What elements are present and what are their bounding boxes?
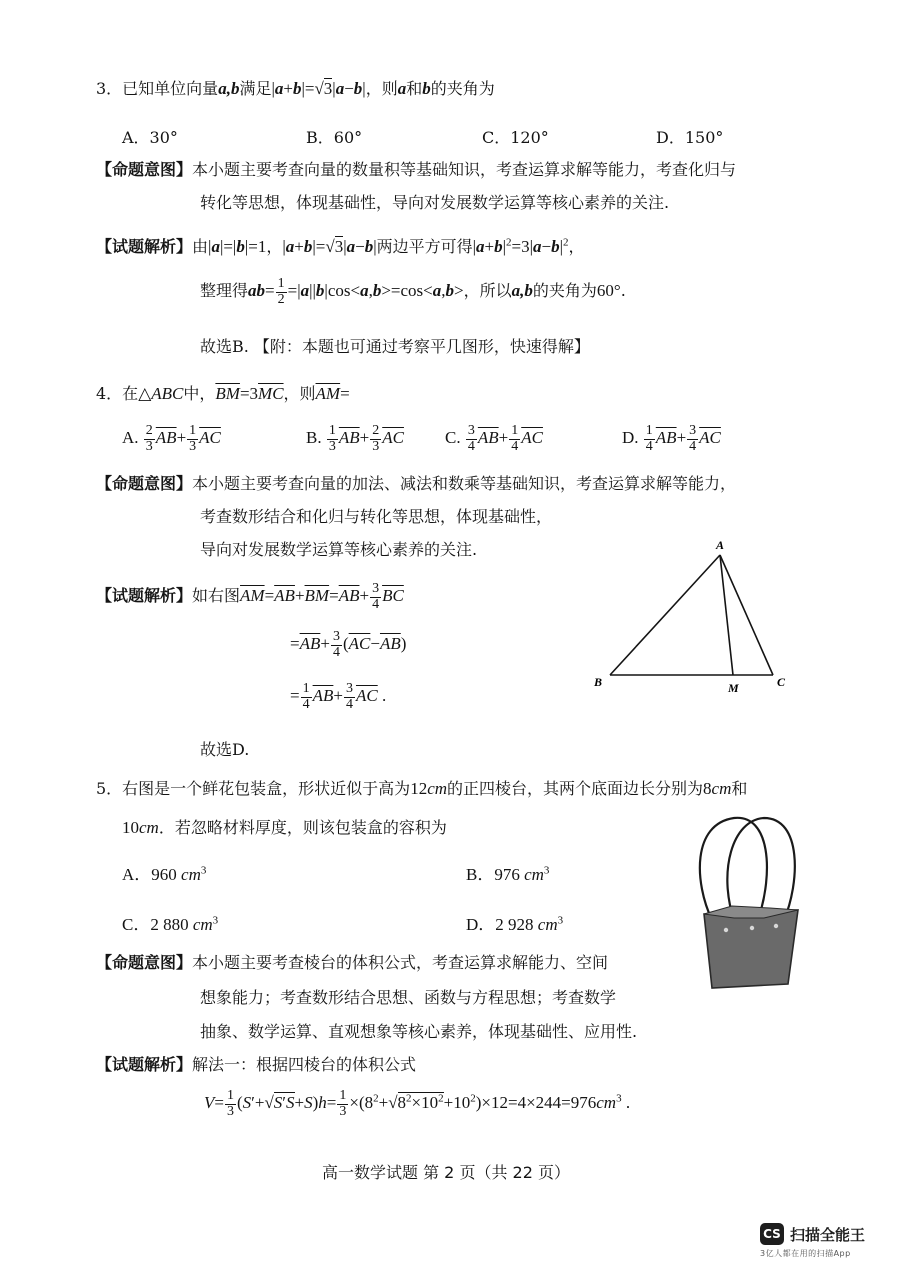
q3-sort-prefix: 整理得 [200, 281, 249, 301]
q3-analysis-you: 由 [192, 237, 209, 256]
q5-cm-2: cm [711, 779, 732, 798]
q3-intent-tag: 【命题意图】 [96, 160, 193, 179]
q3-condition-repeat: |a+b|=√3|a−b| [282, 237, 377, 256]
q5-stem-line2 [122, 815, 447, 838]
q5-option-a-exp: 3 [200, 864, 207, 877]
q4-option-b: B. $\frac{1}{3}$ $\overline{AB}+$ $\frac{2}{3}$ $\overline{AC}$ [306, 423, 404, 454]
q5-option-b-letter: B． [466, 865, 495, 884]
q4-stem-then: ，则 [283, 384, 316, 403]
q5-option-d [466, 910, 563, 935]
q5-volume-formula: V= $\frac{1}{3}$ (S′+√S′S+S)h= $\frac{1}{3}$ $\times(8^2+√8^2\times 10^2+10^2)\times 12=4\times 244=976cm^3$ . [204, 1088, 631, 1119]
q5-analysis-lead: 解法一：根据四棱台的体积公式 [192, 1055, 417, 1074]
q5-intent-text1: 本小题主要考查棱台的体积公式，考查运算求解能力、空间 [192, 953, 609, 972]
q3-stem-suffix: ，则 [365, 79, 398, 98]
q5-edge1: 8 [703, 779, 712, 798]
q5-option-c-unit: cm [192, 915, 213, 934]
q5-option-a [122, 860, 206, 885]
q5-stem-part1: 5．右图是一个鲜花包装盒，形状近似于高为 [96, 779, 411, 798]
cs-badge: CS [760, 1223, 784, 1245]
q4-intent-line3: 导向对发展数学运算等核心素养的关注. [200, 540, 478, 559]
q4-analysis-lead: 如右图 [192, 586, 241, 606]
q5-edge2: 10 [122, 818, 139, 837]
segment-am [720, 555, 733, 675]
flower-box-figure [692, 812, 812, 997]
q5-option-c [122, 910, 218, 935]
q4-choose: 故选D. [200, 740, 250, 759]
vertex-label-c: C [777, 675, 786, 689]
page-footer: 高一数学试题 第 2 页（共 22 页） [322, 1163, 570, 1182]
q3-var-b: b [422, 79, 431, 98]
q4-stem [96, 381, 350, 404]
q5-intent-line2: 想象能力；考查数形结合思想、函数与方程思想；考查数学 [200, 988, 617, 1007]
q4-option-d-letter: D. [622, 428, 639, 448]
q3-sort-formula: ab= $\frac{1}{2}$ =|a||b|cos<a,b>=cos<a,b> [248, 276, 464, 307]
q5-option-a-letter: A． [122, 865, 152, 884]
q3-unit-norms: |a|=|b|=1 [208, 237, 267, 256]
q5-option-d-letter: D． [466, 915, 496, 934]
q3-analysis-tag: 【试题解析】 [96, 237, 193, 256]
rivet-middle [750, 926, 754, 930]
q4-option-c: C. $\frac{3}{4}$ $\overline{AB}+$ $\frac{1}{4}$ $\overline{AC}$ [445, 423, 543, 454]
q5-option-b-exp: 3 [543, 864, 550, 877]
q5-analysis-tag: 【试题解析】 [96, 1055, 193, 1074]
box-body [704, 910, 798, 988]
q5-option-c-letter: C． [122, 915, 151, 934]
q5-intent-tag: 【命题意图】 [96, 953, 193, 972]
scanner-name: 扫描全能王 [790, 1225, 866, 1244]
q4-analysis-line1 [96, 582, 404, 612]
q5-option-c-exp: 3 [212, 914, 219, 927]
q5-intent-line3: 抽象、数学运算、直观想象等核心素养，体现基础性、应用性. [200, 1022, 638, 1041]
q3-intent-text1: 本小题主要考查向量的数量积等基础知识，考查运算求解等能力，考查化归与 [192, 160, 737, 179]
q3-analysis-mid: 两边平方可得 [376, 237, 473, 256]
q4-option-d: D. $\frac{1}{4}$ $\overline{AB}+$ $\frac{3}{4}$ $\overline{AC}$ [622, 423, 721, 454]
q3-analysis-line2 [200, 277, 626, 307]
q3-analysis-comma: ， [266, 237, 283, 256]
q5-he: 和 [731, 779, 748, 798]
edge-ba [610, 555, 720, 675]
edge-ac [720, 555, 773, 675]
rivet-left [724, 928, 728, 932]
handle-left [700, 818, 767, 920]
rivet-right [774, 924, 778, 928]
q3-analysis-line1: 【试题解析】由|a|=|b|=1，|a+b|=√3|a−b|两边平方可得$|a+b|^2=3|a-b|^2$， [96, 236, 585, 256]
q5-option-d-value: 2 928 [495, 915, 534, 934]
q4-triangle: △ABC [138, 384, 184, 403]
q3-sort-angle: 60° [596, 281, 621, 301]
scanner-tagline: 3亿人都在用的扫描App [760, 1249, 851, 1258]
q4-option-a: A. $\frac{2}{3}$ $\overline{AB}+$ $\frac{1}{3}$ $\overline{AC}$ [122, 423, 221, 454]
q4-analysis-tag: 【试题解析】 [96, 586, 193, 606]
q3-stem-end: 的夹角为 [430, 79, 495, 98]
q4-triangle-figure [585, 535, 800, 700]
q5-stem-part2: 的正四棱台，其两个底面边长分别为 [447, 779, 704, 798]
q4-option-b-letter: B. [306, 428, 322, 448]
q3-option-d: D．150° [656, 128, 724, 147]
q3-sort-end: 的夹角为 [532, 281, 597, 301]
q5-option-b-unit: cm [524, 865, 544, 884]
q4-option-c-letter: C. [445, 428, 461, 448]
q4-stem-mid: 中， [183, 384, 216, 403]
vertex-label-b: B [594, 675, 603, 689]
q5-option-d-unit: cm [537, 915, 558, 934]
q3-he: 和 [406, 79, 423, 98]
q5-height: 12 [410, 779, 428, 798]
q5-stem-line1 [96, 776, 747, 799]
q5-option-d-exp: 3 [557, 914, 564, 927]
q4-target: $\overline{AM}=$ [315, 384, 350, 403]
q4-analysis-eq2: $=\overline{AB}+$ $\frac{3}{4}$ $(\overline{AC}-\overline{AB})$ [290, 629, 407, 660]
q3-intent-line2: 转化等思想，体现基础性，导向对发展数学运算等核心素养的关注. [200, 193, 670, 212]
q3-sort-dot: . [620, 281, 626, 301]
q3-option-b: B．60° [306, 128, 363, 147]
q4-intent-line1 [96, 471, 736, 494]
q3-stem-prefix: 3．已知单位向量 [96, 79, 219, 98]
q3-option-c: C．120° [482, 128, 549, 147]
q4-analysis-eq3: = $\frac{1}{4}$ $\overline{AB}+$ $\frac{3}{4}$ $\overline{AC}$ . [290, 681, 387, 712]
q4-analysis-eq1: $\overline{AM}=\overline{AB}+\overline{BM}=\overline{AB}+$ $\frac{3}{4}$ $\overline{BC}$ [240, 581, 404, 612]
q4-condition: $\overline{BM}=3\overline{MC}$ [215, 384, 284, 403]
q5-cm-1: cm [427, 779, 448, 798]
q3-option-a: A．30° [122, 128, 178, 147]
scanner-watermark [760, 1223, 865, 1259]
q5-option-a-value: 960 [151, 865, 177, 884]
q4-intent-text1: 本小题主要考查向量的加法、减法和数乘等基础知识，考查运算求解等能力， [192, 474, 737, 493]
vertex-label-a: A [716, 538, 725, 552]
q4-option-a-letter: A. [122, 428, 139, 448]
q5-option-a-unit: cm [181, 865, 201, 884]
q4-intent-line2: 考查数形结合和化归与转化等思想，体现基础性， [200, 507, 553, 526]
q5-stem-part3: ．若忽略材料厚度，则该包装盒的容积为 [158, 818, 447, 837]
q3-stem-vars: a,b [218, 79, 240, 98]
point-label-m: M [728, 681, 739, 695]
q5-cm-3: cm [139, 818, 159, 837]
q3-var-a: a [397, 79, 407, 98]
q3-squared: $|a+b|^2=3|a-b|^2$ [472, 236, 569, 256]
q3-choose: 故选B. 【附：本题也可通过考察平几图形，快速得解】 [200, 337, 590, 356]
q3-intent-line1 [96, 157, 736, 180]
q3-stem-mid: 满足 [239, 79, 272, 98]
q5-option-c-value: 2 880 [150, 915, 189, 934]
q5-option-b-value: 976 [494, 865, 520, 884]
q4-intent-tag: 【命题意图】 [96, 474, 193, 493]
q5-option-b [466, 860, 549, 885]
q3-sort-suffix: ，所以 [463, 281, 512, 301]
q3-condition: |a+b|=√3|a−b| [271, 79, 366, 98]
q4-stem-prefix: 4．在 [96, 384, 139, 403]
q5-analysis-line1 [96, 1052, 416, 1075]
q5-intent-line1 [96, 950, 608, 973]
q3-stem [96, 76, 495, 99]
q3-sort-ab: a,b [511, 281, 533, 301]
